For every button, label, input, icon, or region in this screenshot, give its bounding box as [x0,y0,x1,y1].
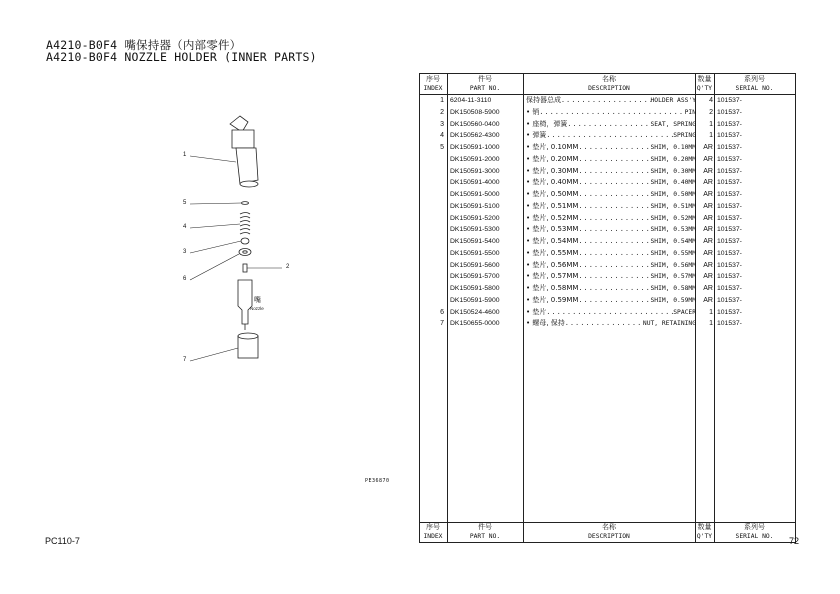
row-description [526,154,696,166]
row-part-no: DK150591-5500 [450,249,500,257]
page-title-chinese: A4210-B0F4 嘴保持器（内部零件） [46,38,242,52]
leader-dots [578,213,650,225]
footer-serial-no: 系列号 SERIAL NO. [735,523,774,540]
table-row [419,177,796,189]
leader-dots [578,154,650,166]
table-row [419,142,796,154]
holder-lower-body [236,148,258,184]
row-part-no: DK150562-4300 [450,132,500,140]
row-description-en: SHIM, 0.55MM [650,249,696,257]
holder-upper-body [232,130,254,148]
row-serial: 101537- [717,273,742,281]
row-description-en: SEAT, SPRING [650,120,696,128]
callout-2: 2 [286,264,290,270]
row-serial: 101537- [717,308,742,316]
row-description-en: SHIM, 0.51MM [650,202,696,210]
row-qty: 1 [709,120,713,128]
row-qty: AR [703,179,713,187]
footer-qty: 数量 Q'TY [696,523,713,540]
header-serial-no: 系列号 SERIAL NO. [735,75,774,92]
row-description-en: SHIM, 0.20MM [650,155,696,163]
exploded-parts-diagram [170,110,320,380]
row-description-en: SHIM, 0.50MM [650,191,696,198]
row-serial: 101537- [717,144,742,151]
shim-part [242,202,249,205]
row-description [526,119,696,131]
row-part-no: DK150591-5000 [450,191,500,198]
row-qty: 2 [709,108,713,116]
nozzle-label-english: Nozzle [250,306,264,311]
header-part-no: 件号 PART NO. [469,75,501,92]
row-description [526,295,696,307]
callout-5: 5 [183,200,187,206]
table-row [419,271,796,283]
row-part-no: DK150591-5400 [450,238,500,245]
callout-3: 3 [183,249,187,255]
row-description [526,95,696,107]
leader-dots [578,224,650,236]
row-description [526,236,696,248]
pin-part [243,264,247,272]
table-row [419,295,796,307]
row-qty: AR [703,261,713,269]
table-row [419,224,796,236]
row-description-cn: • 垫片, 0.56MM [526,260,579,269]
footer-index: 序号 INDEX [423,523,443,540]
row-qty: AR [703,249,713,257]
row-description-en: SHIM, 0.52MM [650,214,696,222]
row-description-en: SHIM, 0.59MM [650,296,696,304]
row-description-cn: • 垫片 [526,307,547,316]
leader-dots [578,248,650,260]
row-description-cn: • 垫片, 0.54MM [526,237,579,245]
row-description-cn: • 垫片, 0.40MM [526,178,579,187]
row-part-no: DK150560-0400 [450,120,500,128]
row-qty: AR [703,214,713,222]
row-description-cn: • 垫片, 0.55MM [526,248,579,257]
row-qty: AR [703,226,713,234]
row-description-cn: • 垫片, 0.58MM [526,284,579,292]
row-serial: 101537- [717,296,742,304]
row-description-en: SHIM, 0.54MM [650,238,696,245]
nozzle-part [238,280,252,324]
row-description [526,224,696,236]
row-index: 6 [440,308,444,316]
row-part-no: DK150591-5700 [450,273,500,281]
row-part-no: DK150508-5900 [450,108,500,116]
header-qty: 数量 Q'TY [696,75,713,92]
row-index: 1 [440,97,444,104]
row-serial: 101537- [717,261,742,269]
leader-dots [546,130,673,142]
row-qty: 1 [709,320,713,328]
page-title-english: A4210-B0F4 NOZZLE HOLDER (INNER PARTS) [46,50,317,64]
row-serial: 101537- [717,132,742,140]
row-part-no: DK150591-4000 [450,179,500,187]
spring-part [240,213,250,235]
row-serial: 101537- [717,249,742,257]
row-qty: AR [703,155,713,163]
leader-dots [578,177,650,189]
leader-dots [578,236,650,248]
row-description-en: SHIM, 0.30MM [650,167,696,175]
row-description-cn: • 垫片, 0.30MM [526,166,579,175]
row-serial: 101537- [717,191,742,198]
row-serial: 101537- [717,202,742,210]
row-description [526,166,696,178]
row-part-no: DK150591-5300 [450,226,500,234]
table-row [419,130,796,142]
row-part-no: DK150591-2000 [450,155,500,163]
footer-description: 名称 DESCRIPTION [588,523,630,540]
holder-base [240,181,258,187]
row-description-en: SHIM, 0.10MM [650,144,696,151]
row-description [526,271,696,283]
row-description-cn: • 垫片, 0.53MM [526,225,579,234]
table-row [419,154,796,166]
row-description [526,248,696,260]
row-qty: AR [703,144,713,151]
row-description-cn: • 座椅，弹簧 [526,119,568,128]
table-row [419,95,796,107]
leader-dots [578,283,650,295]
table-row [419,248,796,260]
row-qty: AR [703,238,713,245]
row-serial: 101537- [717,226,742,234]
callout-7: 7 [183,357,187,363]
leader-dots [578,260,650,272]
row-description-cn: • 垫片, 0.52MM [526,213,579,222]
row-description-en: SHIM, 0.58MM [650,285,696,292]
row-qty: AR [703,273,713,281]
row-description-en: PIN [684,108,696,116]
table-row [419,107,796,119]
parts-table [419,73,796,543]
leader-dots [578,295,650,307]
row-description-cn: • 垫片, 0.51MM [526,201,579,210]
leader-dots [578,271,650,283]
callout-1: 1 [183,152,187,158]
leader-dots [578,189,650,201]
row-serial: 101537- [717,155,742,163]
table-row [419,307,796,319]
row-description-en: SHIM, 0.57MM [650,273,696,281]
row-part-no: DK150591-5100 [450,202,500,210]
row-description [526,142,696,154]
footer-part-no: 件号 PART NO. [469,523,501,540]
row-qty: AR [703,191,713,198]
table-row [419,318,796,330]
table-row [419,201,796,213]
row-description-cn: • 销 [526,107,540,116]
row-description-en: SPRING [673,132,696,140]
row-part-no: 6204-11-3110 [450,97,492,104]
row-index: 5 [440,144,444,151]
row-description-en: NUT, RETAINING [642,320,696,328]
callout-4: 4 [183,224,187,230]
leader-dots [565,318,643,330]
row-description [526,213,696,225]
row-description-cn: • 螺母, 保持 [526,319,565,328]
table-row [419,283,796,295]
leader-dots [578,142,650,154]
leader-dots [539,107,684,119]
row-description-cn: 保持器总成 [526,96,561,104]
row-qty: 4 [709,97,713,104]
row-part-no: DK150591-5800 [450,285,500,292]
table-row [419,236,796,248]
row-description [526,307,696,319]
model-number: PC110-7 [45,536,80,546]
row-part-no: DK150655-0000 [450,320,500,328]
row-description-cn: • 垫片, 0.20MM [526,154,579,163]
row-qty: AR [703,167,713,175]
row-index: 4 [440,132,444,140]
row-serial: 101537- [717,120,742,128]
row-serial: 101537- [717,179,742,187]
diagram-code: PE36870 [365,478,390,484]
row-description [526,107,696,119]
row-part-no: DK150591-5900 [450,296,500,304]
row-description-en: SHIM, 0.53MM [650,226,696,234]
table-row [419,166,796,178]
row-serial: 101537- [717,108,742,116]
spring-seat-part [241,238,249,244]
row-description-cn: • 弹簧 [526,131,547,140]
row-serial: 101537- [717,238,742,245]
row-description-en: HOLDER ASS'Y [650,97,696,104]
leader-dots [578,201,650,213]
row-serial: 101537- [717,167,742,175]
row-part-no: DK150591-5200 [450,214,500,222]
header-index: 序号 INDEX [423,75,443,92]
row-qty: AR [703,296,713,304]
table-row [419,189,796,201]
row-serial: 101537- [717,285,742,292]
row-index: 7 [440,320,444,328]
row-description-cn: • 垫片, 0.57MM [526,272,579,281]
leader-dots [567,119,650,131]
row-description-cn: • 垫片, 0.50MM [526,190,579,198]
row-description-en: SPACER [673,308,696,316]
row-index: 3 [440,120,444,128]
row-serial: 101537- [717,320,742,328]
row-index: 2 [440,108,444,116]
row-description [526,260,696,272]
row-part-no: DK150591-3000 [450,167,500,175]
row-qty: 1 [709,132,713,140]
row-description [526,201,696,213]
header-description: 名称 DESCRIPTION [588,75,630,92]
row-part-no: DK150591-1000 [450,144,500,151]
row-qty: AR [703,285,713,292]
row-description-cn: • 垫片, 0.10MM [526,143,579,151]
row-part-no: DK150524-4600 [450,308,500,316]
row-description-en: SHIM, 0.56MM [650,261,696,269]
table-row [419,213,796,225]
row-description [526,283,696,295]
row-description-en: SHIM, 0.40MM [650,179,696,187]
row-description-cn: • 垫片, 0.59MM [526,295,579,304]
row-part-no: DK150591-5600 [450,261,500,269]
row-description [526,189,696,201]
row-serial: 101537- [717,97,742,104]
leader-dots [546,307,673,319]
leader-dots [578,166,650,178]
nozzle-label-chinese: 嘴 [254,296,261,304]
row-serial: 101537- [717,214,742,222]
page-number: 72 [789,536,800,546]
leader-dots [561,95,651,107]
callout-6: 6 [183,276,187,282]
table-row [419,260,796,272]
row-description [526,130,696,142]
row-qty: 1 [709,308,713,316]
row-qty: AR [703,202,713,210]
table-row [419,119,796,131]
row-description [526,318,696,330]
row-description [526,177,696,189]
